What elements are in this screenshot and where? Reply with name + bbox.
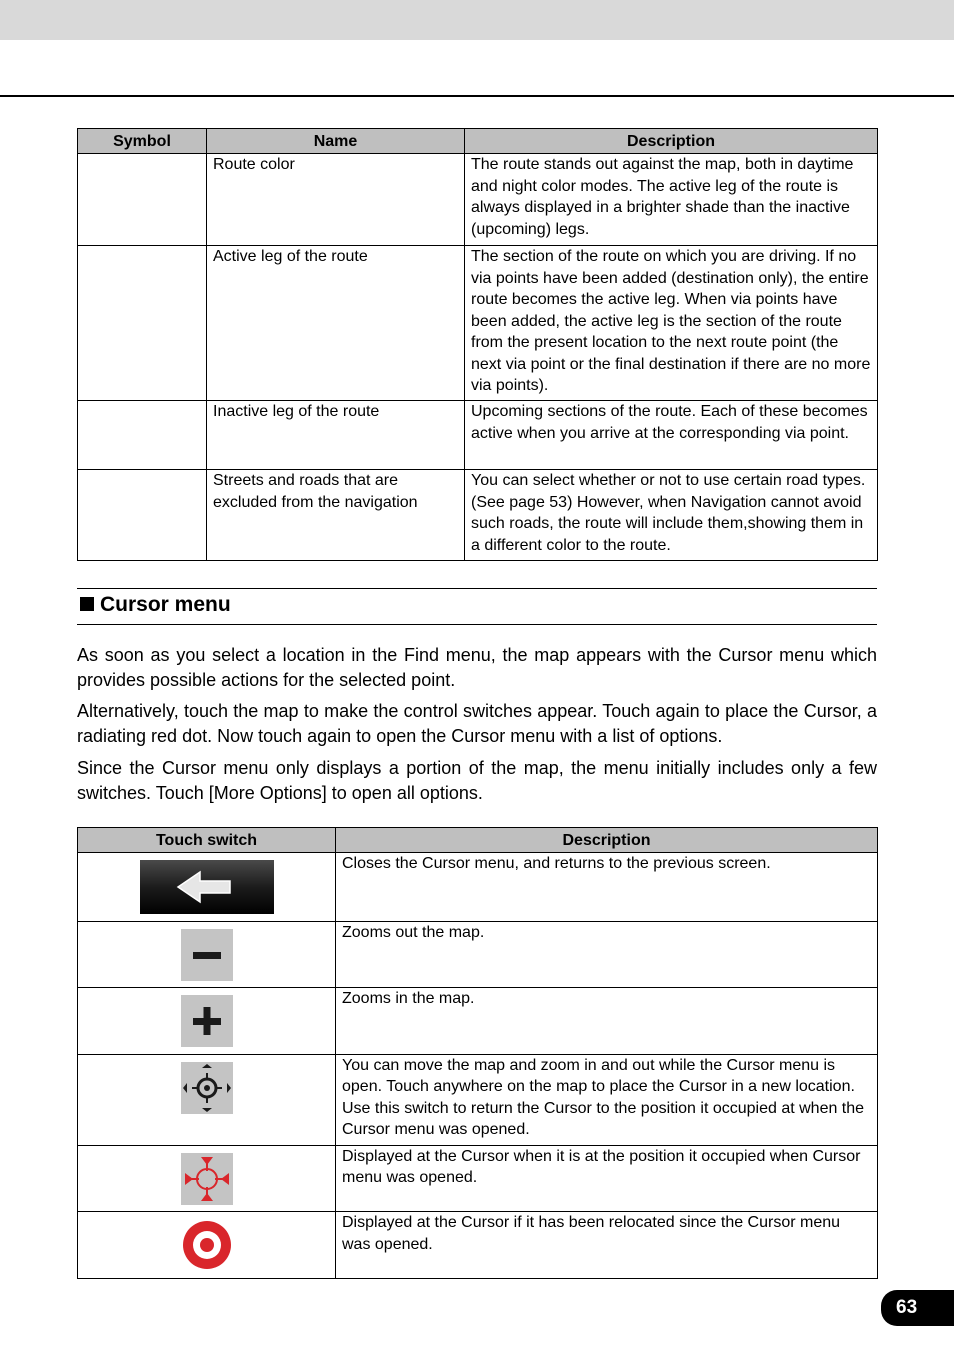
- symbol-cell: [78, 1054, 336, 1145]
- page-number: 63: [881, 1290, 954, 1326]
- symbol-cell: [78, 853, 336, 922]
- row-description: Closes the Cursor menu, and returns to the previous screen.: [336, 853, 878, 922]
- symbol-cell: [78, 921, 336, 988]
- paragraph: Alternatively, touch the map to make the control switches appear. Touch again to place the Cursor, a radiating red dot. Now touch again to open the Cursor menu with a list of options.: [77, 701, 877, 746]
- table-row: [78, 1145, 878, 1212]
- row-name: Active leg of the route: [207, 246, 465, 401]
- table-header-row: [78, 129, 878, 154]
- top-bar: [0, 0, 954, 40]
- row-description: Zooms out the map.: [336, 921, 878, 988]
- zoom-in-icon: [181, 995, 233, 1047]
- symbol-cell: [78, 1145, 336, 1212]
- table-row: [78, 246, 878, 401]
- col-header-description: Description: [336, 828, 878, 853]
- bullet-square-icon: [80, 597, 94, 611]
- symbol-cell: [78, 470, 207, 561]
- table-row: [78, 921, 878, 988]
- col-header-name: Name: [207, 129, 465, 154]
- symbol-cell: [78, 1212, 336, 1279]
- table-row: [78, 988, 878, 1055]
- row-description: You can select whether or not to use certain road types. (See page 53) However, when Navigation cannot avoid such roads, the route will include them,showing them in a different color to the route.: [465, 470, 878, 561]
- table-header-row: [78, 828, 878, 853]
- header-rule: [0, 95, 954, 97]
- col-header-symbol: Symbol: [78, 129, 207, 154]
- route-symbol-table: [77, 128, 878, 561]
- row-description: The route stands out against the map, both in daytime and night color modes. The active leg of the route is always displayed in a brighter shade than the inactive (upcoming) legs.: [465, 154, 878, 246]
- zoom-out-icon: [181, 929, 233, 981]
- table-row: [78, 1212, 878, 1279]
- table-row: [78, 401, 878, 470]
- cursor-relocated-icon: [181, 1219, 233, 1271]
- row-description: Zooms in the map.: [336, 988, 878, 1055]
- row-name: Inactive leg of the route: [207, 401, 465, 470]
- row-description: Upcoming sections of the route. Each of these becomes active when you arrive at the corresponding via point.: [465, 401, 878, 470]
- section-heading: [77, 588, 877, 625]
- section-title: Cursor menu: [100, 593, 231, 616]
- cursor-original-position-icon: [181, 1153, 233, 1205]
- table-row: [78, 470, 878, 561]
- row-name: Route color: [207, 154, 465, 246]
- table-row: [78, 853, 878, 922]
- row-description: Displayed at the Cursor when it is at the position it occupied when Cursor menu was opened.: [336, 1145, 878, 1212]
- back-arrow-icon: [140, 860, 274, 914]
- touch-switch-table: [77, 827, 878, 1279]
- row-description: Displayed at the Cursor if it has been relocated since the Cursor menu was opened.: [336, 1212, 878, 1279]
- symbol-cell: [78, 988, 336, 1055]
- col-header-touch-switch: Touch switch: [78, 828, 336, 853]
- col-header-description: Description: [465, 129, 878, 154]
- paragraph: As soon as you select a location in the Find menu, the map appears with the Cursor menu which provides possible actions for the selected point.: [77, 645, 877, 690]
- symbol-cell: [78, 246, 207, 401]
- table-row: [78, 1054, 878, 1145]
- symbol-cell: [78, 401, 207, 470]
- paragraph: Since the Cursor menu only displays a portion of the map, the menu initially includes only a few switches. Touch [More Options] to open all options.: [77, 758, 877, 803]
- row-name: Streets and roads that are excluded from the navigation: [207, 470, 465, 561]
- return-to-cursor-icon: [181, 1062, 233, 1114]
- table-row: [78, 154, 878, 246]
- symbol-cell: [78, 154, 207, 246]
- row-description: You can move the map and zoom in and out while the Cursor menu is open. Touch anywhere on the map to place the Cursor in a new location. Use this switch to return the Cursor to the position it occupied at when the Cursor menu was opened.: [336, 1054, 878, 1145]
- row-description: The section of the route on which you are driving. If no via points have been added (destination only), the entire route becomes the active leg. When via points have been added, the active leg is the section of the route from the present location to the next route point (the next via point or the final destination if there are no more via points).: [465, 246, 878, 401]
